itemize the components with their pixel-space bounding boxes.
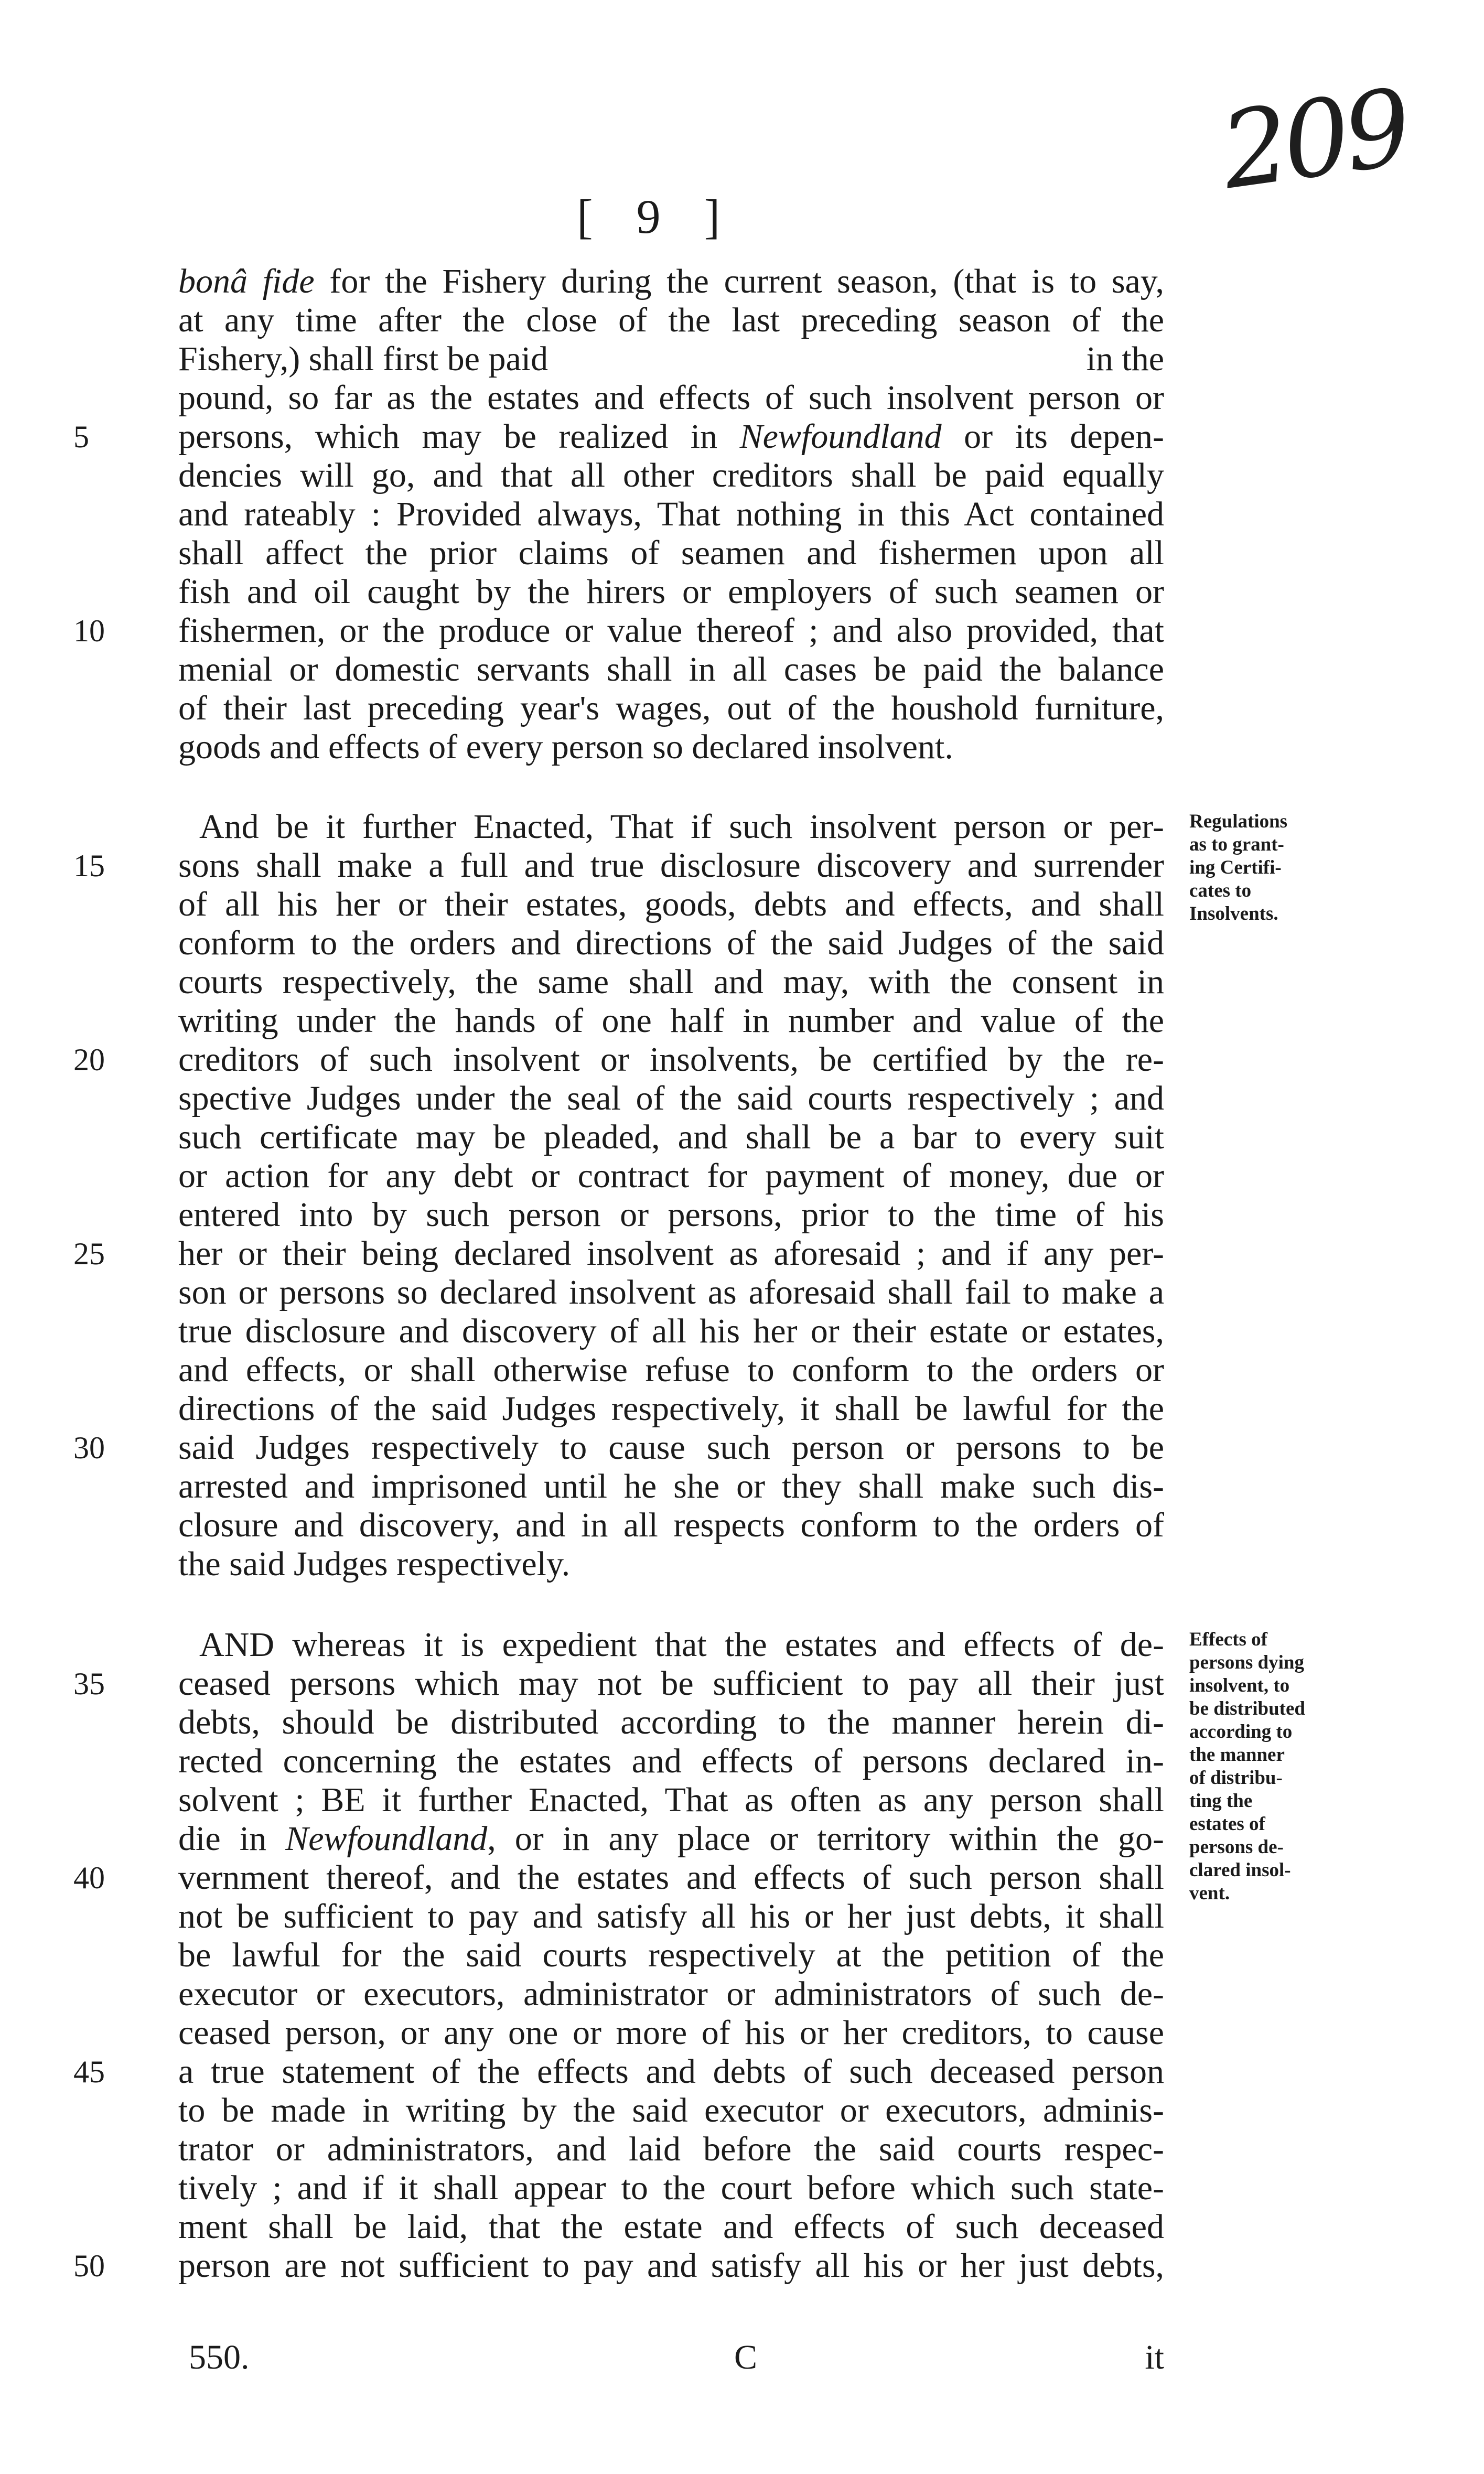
text-line [178,456,1164,495]
line-text [178,1975,1164,2013]
line-text [178,2246,1164,2285]
line-text-roman: executor or executors, administrator or administrators of such de- [178,1975,1164,2013]
line-text-roman: solvent ; BE it further Enacted, That as often as any person shall [178,1781,1164,1819]
text-line [178,885,1164,924]
line-text: and effects, or shall otherwise refuse to conform to the orders or [178,1351,1164,1389]
line-text [178,379,1164,417]
line-text [178,456,1164,494]
line-text [178,2130,1164,2168]
line-text-roman: Fishery,) shall first be paid [178,340,549,378]
line-text [178,1897,1164,1935]
text-line [178,1002,1164,1040]
catchword: it [1145,2338,1164,2376]
text-line [73,1858,1164,1897]
line-text: sons shall make a full and true disclosure discovery and surrender [178,846,1164,885]
line-text-roman: ceased persons which may not be sufficient to pay all their just [178,1664,1164,1703]
line-text [178,534,1164,572]
marginal-note-line: persons dying [1189,1652,1304,1673]
line-text-italic: Newfoundland [285,1820,488,1858]
line-text: courts respectively, the same shall and may, with the consent in [178,963,1164,1001]
paragraph-1 [73,262,1165,767]
line-text-roman: ceased person, or any one or more of his or her creditors, to cause [178,2014,1164,2052]
paragraph-2 [73,808,1164,1584]
text-line [73,1428,1164,1467]
line-text: son or persons so declared insolvent as aforesaid shall fail to make a [178,1273,1164,1311]
line-number: 50 [73,2249,105,2283]
line-text [178,2208,1164,2246]
marginal-note-line: ing Certifi- [1189,857,1282,878]
line-text-roman: trator or administrators, and laid before the said courts respec- [178,2130,1164,2168]
text-line [178,1312,1164,1351]
text-line [178,2014,1164,2052]
line-text-roman: fish and oil caught by the hirers or employers of such seamen or [178,573,1164,611]
text-line [178,1781,1164,1820]
line-text-roman: and rateably : Provided always, That nothing in this Act contained [178,495,1164,533]
marginal-note-line: clared insol- [1189,1859,1291,1881]
running-head: [ 9 ] [577,190,736,243]
text-line [178,1390,1164,1428]
line-text: of all his her or their estates, goods, debts and effects, and shall [178,885,1164,923]
marginal-note-line: persons de- [1189,1836,1284,1858]
line-text-roman: for the Fishery during the current season, (that is to say, [314,262,1165,300]
text-line [73,1664,1164,1703]
line-text [178,1664,1164,1703]
marginal-note-line: Regulations [1189,811,1288,832]
text-line [178,2091,1164,2130]
text-line [178,963,1164,1002]
text-line [178,495,1164,534]
line-number: 10 [73,614,105,648]
text-line [178,1273,1164,1312]
marginal-note-certificates [1189,810,1336,926]
marginal-note-line: according to [1189,1721,1293,1742]
marginal-note-line: be distributed [1189,1698,1306,1719]
line-text [178,2014,1164,2052]
text-line [178,924,1164,963]
marginal-note-deceased-persons [1189,1628,1336,1905]
text-line [73,1234,1164,1273]
line-text-roman: not be sufficient to pay and satisfy all his or her just debts, it shall [178,1897,1164,1935]
text-line [73,1040,1164,1079]
marginal-note-line: Insolvents. [1189,903,1278,924]
line-text-roman: shall affect the prior claims of seamen and fishermen upon all [178,534,1164,572]
line-text: her or their being declared insolvent as aforesaid ; and if any per- [178,1234,1164,1273]
line-text-italic: Newfoundland [739,417,942,456]
line-text-roman: goods and effects of every person so declared insolvent. [178,728,953,766]
line-text-roman: ment shall be laid, that the estate and effects of such deceased [178,2208,1164,2246]
line-text [178,2091,1164,2129]
text-line [178,1079,1164,1118]
line-text [178,689,1164,727]
text-line [178,728,1164,767]
line-text: entered into by such person or persons, prior to the time of his [178,1196,1164,1234]
line-number: 35 [73,1666,105,1701]
text-line [178,689,1164,728]
line-text-roman: person are not sufficient to pay and satisfy all his or her just debts, [178,2246,1164,2285]
line-text-roman: a true statement of the effects and debts of such deceased person [178,2052,1164,2091]
marginal-note-line: cates to [1189,880,1252,901]
text-line [73,2052,1164,2091]
line-text-roman: tively ; and if it shall appear to the court before which such state- [178,2169,1164,2207]
line-text [178,417,1164,456]
line-text-roman: of their last preceding year's wages, out of the houshold furniture, [178,689,1164,727]
line-text: such certificate may be pleaded, and shall be a bar to every suit [178,1118,1164,1156]
text-line [178,1118,1164,1157]
text-line [178,301,1164,340]
text-line [178,2130,1164,2169]
marginal-note-line: Effects of [1189,1629,1267,1650]
text-line [178,379,1164,417]
marginal-note-line: of distribu- [1189,1767,1283,1789]
line-text [178,2052,1164,2091]
line-text [178,340,548,378]
text-line [178,262,1164,301]
line-text-italic: bonâ fide [178,262,315,300]
line-text-roman: to be made in writing by the said executor or executors, adminis- [178,2091,1164,2129]
text-line [178,1897,1164,1936]
marginal-note-line: estates of [1189,1813,1265,1835]
marginal-note-line: insolvent, to [1189,1675,1290,1696]
line-number: 20 [73,1042,105,1077]
line-text-roman: be lawful for the said courts respectively at the petition of the [178,1936,1164,1974]
text-line [178,340,1164,379]
line-text: closure and discovery, and in all respects conform to the orders of [178,1506,1164,1544]
line-text [178,301,1164,339]
line-text [178,495,1164,533]
line-text [178,2169,1164,2207]
text-line [73,846,1164,885]
marginal-note-line: vent. [1189,1883,1230,1904]
line-text-roman: persons, which may be realized in [178,417,740,456]
line-text: directions of the said Judges respectively, it shall be lawful for the [178,1390,1164,1428]
line-text [178,1742,1164,1780]
signature-letter: C [734,2338,758,2376]
line-text: spective Judges under the seal of the said courts respectively ; and [178,1079,1164,1117]
text-line [178,1820,1164,1858]
text-line [178,1157,1164,1196]
line-text-roman: menial or domestic servants shall in all cases be paid the balance [178,650,1164,689]
line-text [178,262,1164,300]
text-line [178,1626,1164,1664]
text-line [178,1506,1164,1545]
text-line [178,1742,1164,1781]
line-text: true disclosure and discovery of all his her or their estate or estates, [178,1312,1164,1350]
line-text [178,1936,1164,1974]
line-text-roman: AND whereas it is expedient that the estates and effects of de- [199,1626,1164,1664]
text-line [178,1467,1164,1506]
line-text-roman: debts, should be distributed according to the manner herein di- [178,1703,1164,1741]
text-line [178,534,1164,573]
text-line [178,1351,1164,1390]
line-text: the said Judges respectively. [178,1545,571,1583]
folio-number: 209 [1214,66,1414,213]
line-text: or action for any debt or contract for payment of money, due or [178,1157,1164,1195]
line-text-roman: pound, so far as the estates and effects of such insolvent person or [178,379,1164,417]
text-line [178,1196,1164,1234]
line-text: conform to the orders and directions of the said Judges of the said [178,924,1164,962]
text-line [178,1703,1164,1742]
line-text: arrested and imprisoned until he she or they shall make such dis- [178,1467,1164,1505]
line-text [178,611,1164,650]
line-number: 40 [73,1860,105,1895]
page-footer [178,2338,1164,2380]
line-text [178,573,1164,611]
text-line [73,611,1164,650]
line-number: 15 [73,848,105,883]
line-text-roman: vernment thereof, and the estates and effects of such person shall [178,1858,1164,1897]
line-number: 45 [73,2055,105,2089]
line-text-roman: fishermen, or the produce or value thereof ; and also provided, that [178,611,1164,650]
line-text-roman: , or in any place or territory within the go- [487,1820,1164,1858]
line-text: said Judges respectively to cause such person or persons to be [178,1428,1164,1467]
text-line [178,808,1164,846]
line-text [178,728,953,766]
text-line [178,1975,1164,2014]
line-text: And be it further Enacted, That if such insolvent person or per- [199,808,1164,846]
line-text-roman: dencies will go, and that all other creditors shall be paid equally [178,456,1164,494]
marginal-note-line: the manner [1189,1744,1285,1766]
text-line [178,573,1164,611]
line-text [178,1781,1164,1819]
text-line [73,417,1164,456]
text-line [73,2246,1164,2285]
text-line [178,1936,1164,1975]
line-text-roman: at any time after the close of the last preceding season of the [178,301,1164,339]
line-text [178,1820,1164,1858]
marginal-note-line: ting the [1189,1790,1253,1812]
line-text-roman: rected concerning the estates and effects of persons declared in- [178,1742,1164,1780]
line-text [178,650,1164,689]
line-text: writing under the hands of one half in number and value of the [178,1002,1164,1040]
line-text [199,1626,1164,1664]
text-line [178,1545,1164,1584]
text-line [178,2169,1164,2208]
text-line [178,650,1164,689]
line-number: 30 [73,1430,105,1465]
line-text-tail: in the [1086,340,1164,378]
signature-number: 550. [189,2338,250,2376]
marginal-note-line: as to grant- [1189,834,1284,855]
line-number: 25 [73,1236,105,1271]
line-text-roman: die in [178,1820,286,1858]
line-number: 5 [73,419,89,454]
line-text-roman: or its depen- [941,417,1164,456]
paragraph-3 [73,1626,1164,2285]
line-text [178,1703,1164,1741]
text-line [178,2208,1164,2246]
line-text: creditors of such insolvent or insolvents, be certified by the re- [178,1040,1164,1079]
line-text [178,1858,1164,1897]
